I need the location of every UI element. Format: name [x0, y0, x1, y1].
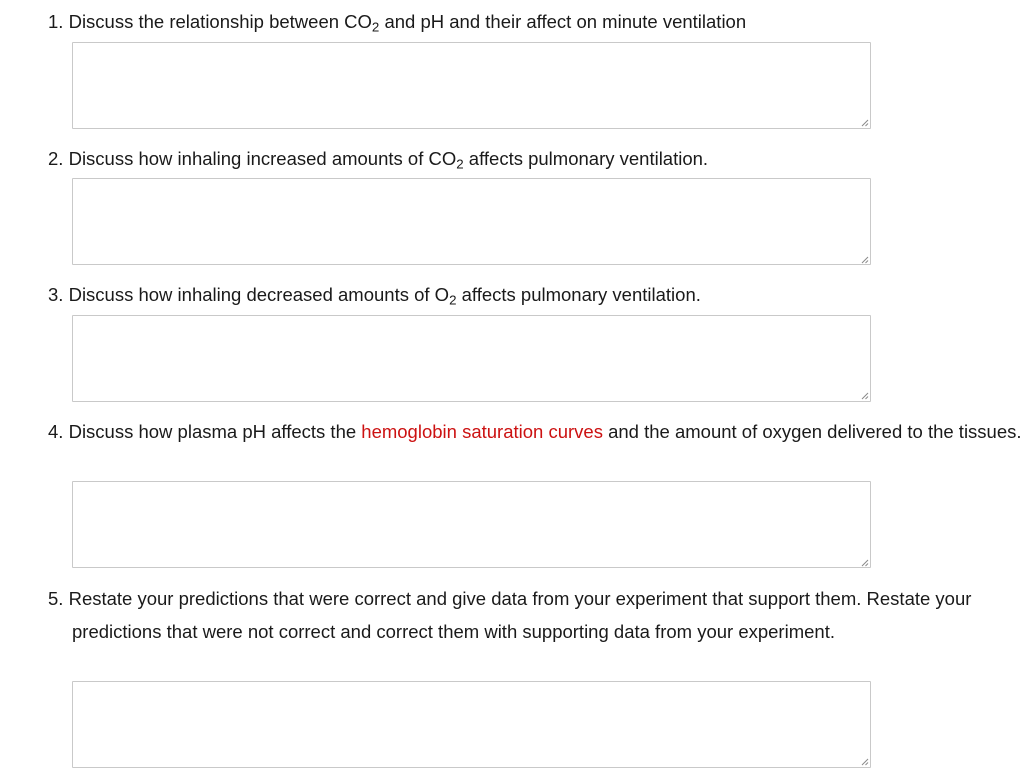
- answer-5-textarea[interactable]: [72, 681, 871, 768]
- resize-grip-icon[interactable]: [861, 256, 869, 264]
- question-4-number: 4.: [48, 421, 64, 442]
- hemoglobin-saturation-link[interactable]: hemoglobin saturation curves: [361, 421, 603, 442]
- answer-1-textarea[interactable]: [72, 42, 871, 129]
- question-3: [48, 278, 1024, 311]
- question-1-number: 1.: [48, 11, 64, 32]
- question-4-text: 4. Discuss how plasma pH affects the hemoglobin saturation curves and the amount of oxygen delivered to the tissues.: [48, 421, 1022, 442]
- resize-grip-icon[interactable]: [861, 392, 869, 400]
- question-5-number: 5.: [48, 588, 64, 609]
- question-1: [48, 5, 1024, 38]
- question-5-text: 5. Restate your predictions that were correct and give data from your experiment that support them. Restate your predictions that were not correct and correct them with supporting data from your experiment.: [48, 588, 972, 642]
- question-1-text: 1. Discuss the relationship between $CO_2$ and pH and their affect on minute ventilation: [48, 11, 747, 35]
- question-5: [48, 582, 1024, 648]
- question-2-number: 2.: [48, 148, 64, 169]
- answer-4-textarea[interactable]: [72, 481, 871, 568]
- question-2: [48, 142, 1024, 175]
- resize-grip-icon[interactable]: [861, 559, 869, 567]
- question-3-text: 3. Discuss how inhaling decreased amounts of $O_2$ affects pulmonary ventilation.: [48, 284, 701, 308]
- resize-grip-icon[interactable]: [861, 758, 869, 766]
- question-2-text: 2. Discuss how inhaling increased amounts of $CO_2$ affects pulmonary ventilation.: [48, 148, 709, 172]
- question-4: [48, 415, 1024, 448]
- answer-2-textarea[interactable]: [72, 178, 871, 265]
- question-3-number: 3.: [48, 284, 64, 305]
- resize-grip-icon[interactable]: [861, 119, 869, 127]
- answer-3-textarea[interactable]: [72, 315, 871, 402]
